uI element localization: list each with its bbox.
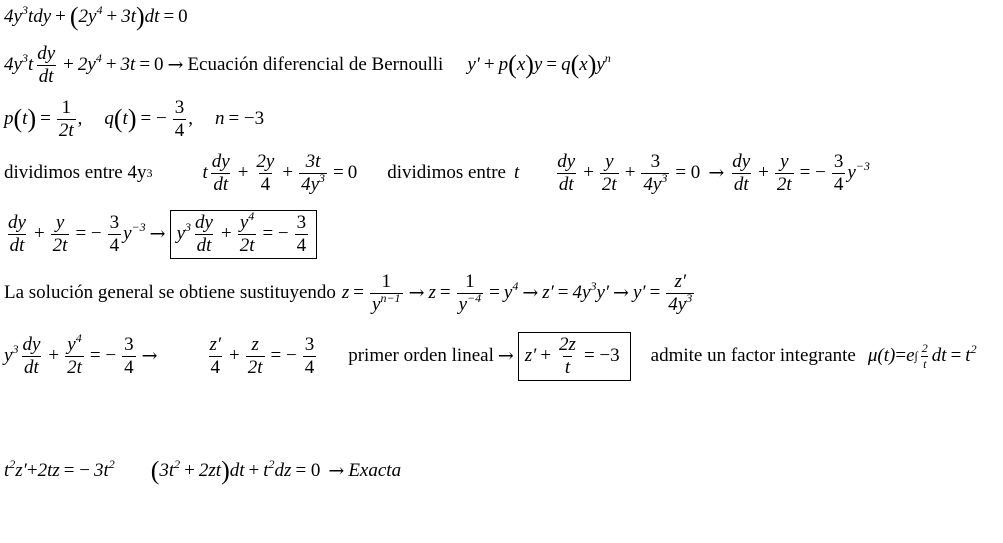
factor-text: admite un factor integrante <box>650 345 856 367</box>
divide-text-2: dividimos entre <box>387 162 506 184</box>
boxed-equation-2: z′ + $\frac{2z}{t}$ = −3 <box>518 332 631 381</box>
equation-line-1: $4y^3tdy$ + ( $2y^4$ + 3t ) dt = 0 <box>4 2 188 31</box>
solution-text: La solución general se obtiene sustituyendo <box>4 282 336 304</box>
boxed-equation-1: $y^3$ $\frac{dy}{dt}$ + $\frac{y^4}{2t}$ = − $\frac{3}{4}$ <box>170 210 318 259</box>
equation-line-2: $4y^3t$ $\frac{dy}{dt}$ + $2y^4$ + 3t = 0 → Ecuación diferencial de Bernoulli y′ + p ( x ) y = q ( x ) $y^n$ <box>4 43 611 87</box>
exact-label: Exacta <box>348 460 402 481</box>
equation-line-6: La solución general se obtiene sustituyendo z = $\frac{1}{y^{n-1}}$ → z = $\frac{1}{y^{-4}}$ = $y^4$ → z′ = $4y^3y'$ → y′ = $\frac{z'}{4y^3}$ <box>4 271 693 315</box>
divide-text-1: dividimos entre 4y <box>4 162 147 184</box>
equation-line-7: $y^3$ $\frac{dy}{dt}$ + $\frac{y^4}{2t}$ = − $\frac{3}{4}$ → $\frac{z'}{4}$ + $\frac{z}{2t}$ = − $\frac{3}{4}$ primer orden lineal → z′ + $\frac{2z}{t}$ = −3 admite un factor integrante μ(t) = e ∫ $\frac{2}{t}$ dt = $t^2$ <box>4 332 977 381</box>
equation-line-3: p ( t ) = $\frac{1}{2t}$ , q ( t ) = − $\frac{3}{4}$ , n = −3 <box>4 97 265 141</box>
bernoulli-label: Ecuación diferencial de Bernoulli <box>187 54 444 76</box>
equation-line-4: dividimos entre 4y 3 t $\frac{dy}{dt}$ + $\frac{2y}{4}$ + $\frac{3t}{4y^3}$ = 0 dividimos entre t $\frac{dy}{dt}$ + $\frac{y}{2t}$ + $\frac{3}{4y^3}$ = 0 → $\frac{dy}{dt}$ + $\frac{y}{2t}$ = − $\frac{3}{4}$ $y^{-3}$ <box>4 151 870 195</box>
equation-line-5: $\frac{dy}{dt}$ + $\frac{y}{2t}$ = − $\frac{3}{4}$ $y^{-3}$ → $y^3$ $\frac{dy}{dt}$ + $\frac{y^4}{2t}$ = − $\frac{3}{4}$ <box>4 210 317 259</box>
linear-text: primer orden lineal <box>348 345 494 367</box>
equation-line-8: $t^2z'$ + 2tz = − $3t^2$ ( $3t^2$ + 2zt ) dt + $t^2dz$ = 0 → Exacta <box>4 456 402 485</box>
